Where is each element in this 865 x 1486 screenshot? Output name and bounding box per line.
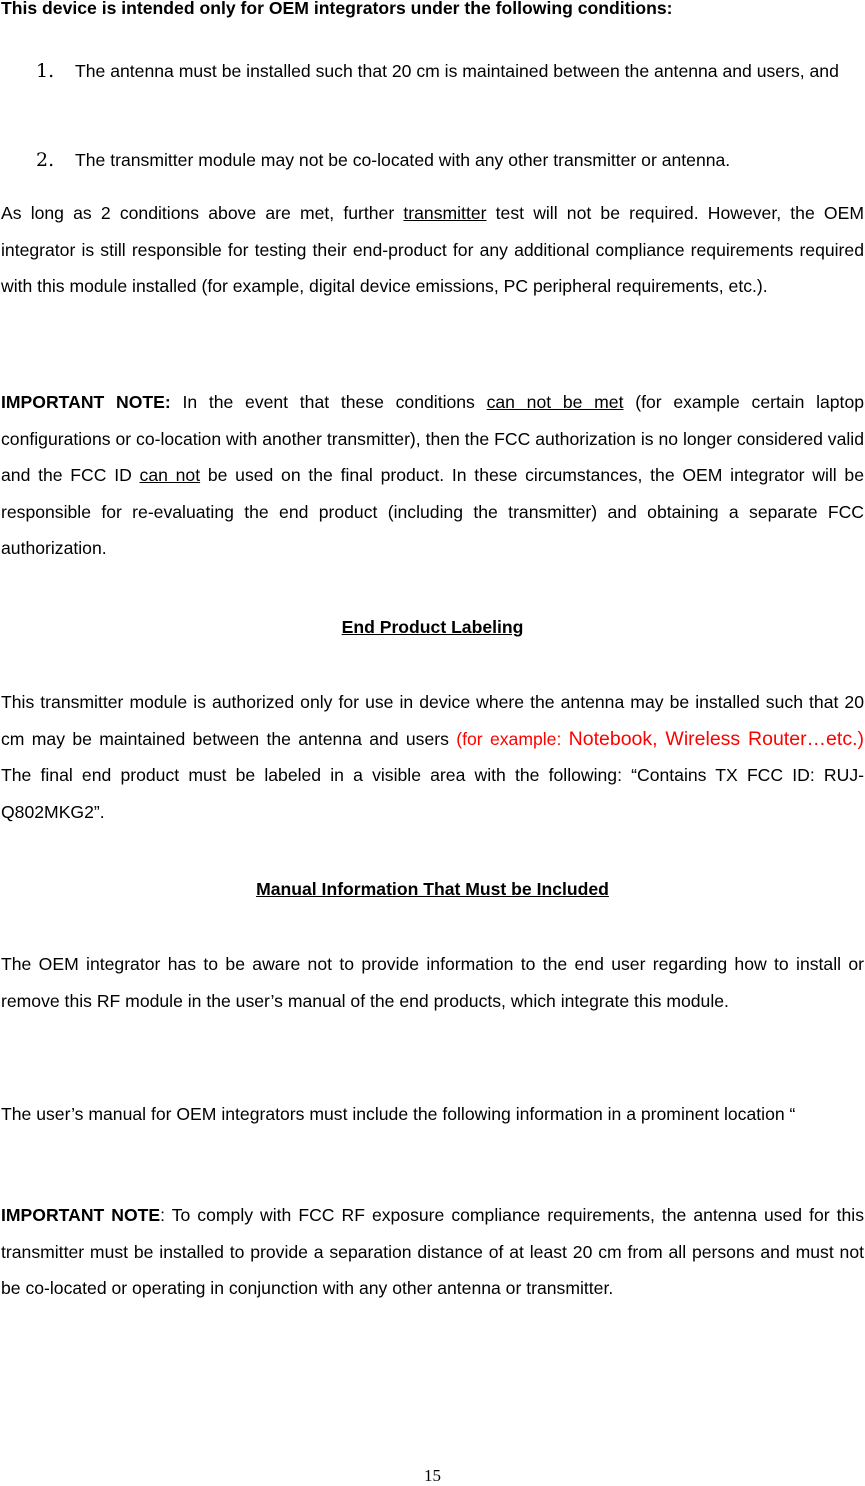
important-note-label: IMPORTANT NOTE — [1, 1205, 161, 1225]
underlined-text: transmitter — [403, 203, 487, 223]
paragraph-text: : To comply with FCC RF exposure compliance requirements, the antenna used for this transmitter must be installed to provide a separation distance of at least 20 cm from all persons and must not be co-located or operating in conjunction with any other antenna or transmitter. — [1, 1205, 865, 1298]
important-note-label: IMPORTANT NOTE: — [1, 392, 171, 412]
condition-item-2 — [36, 142, 865, 178]
condition-number: 1. — [36, 60, 55, 82]
manual-paragraph-2: The user’s manual for OEM integrators must include the following information in a prominent location “ — [1, 1104, 796, 1124]
condition-number: 2. — [36, 149, 55, 171]
section-heading-manual: Manual Information That Must be Included — [256, 879, 609, 899]
important-note-2-paragraph — [1, 1197, 864, 1307]
example-text: Notebook, Wireless Router…etc.) — [568, 727, 864, 750]
paragraph-text: In the event that these conditions — [170, 392, 487, 412]
paragraph-text: The final end product must be labeled in a visible area with the following: “Contains TX FCC ID: RUJ-Q802MKG2”. — [1, 765, 864, 822]
paragraph-text: This transmitter module is authorized only for use in device where the antenna may be installed such that 20 cm may be maintained between the antenna and users — [1, 692, 864, 749]
paragraph-text: be used on the final product. In these circumstances, the OEM integrator will be responsible for re-evaluating the end product (including the transmitter) and obtaining a separate FCC authorization. — [1, 465, 864, 558]
important-note-paragraph — [1, 384, 864, 567]
underlined-text: can not — [139, 465, 201, 485]
condition-text: The antenna must be installed such that 20 cm is maintained between the antenna and users, and — [75, 61, 839, 81]
example-text: (for example: — [456, 728, 569, 749]
labeling-paragraph — [1, 684, 864, 830]
condition-text: The transmitter module may not be co-located with any other transmitter or antenna. — [75, 150, 731, 170]
section-heading-labeling: End Product Labeling — [341, 617, 524, 637]
paragraph-text: (for example certain laptop configurations or co-location with another transmitter), then the FCC authorization is no longer considered valid and the FCC ID — [1, 392, 865, 485]
paragraph-text: As long as 2 conditions above are met, further — [1, 203, 404, 223]
manual-paragraph-1: The OEM integrator has to be aware not to provide information to the end user regarding how to install or remove this RF module in the user’s manual of the end products, which integrate this module. — [1, 954, 864, 1011]
conditions-met-paragraph — [1, 195, 864, 305]
underlined-text: can not be met — [486, 392, 624, 412]
paragraph-text: test will not be required. However, the OEM integrator is still responsible for testing their end-product for any additional compliance requirements required with this module installed (for example, digital device emissions, PC peripheral requirements, etc.). — [1, 203, 864, 296]
page-title: This device is intended only for OEM integrators under the following conditions: — [1, 0, 673, 18]
page-number: 15 — [424, 1466, 441, 1485]
condition-item-1 — [36, 53, 865, 89]
